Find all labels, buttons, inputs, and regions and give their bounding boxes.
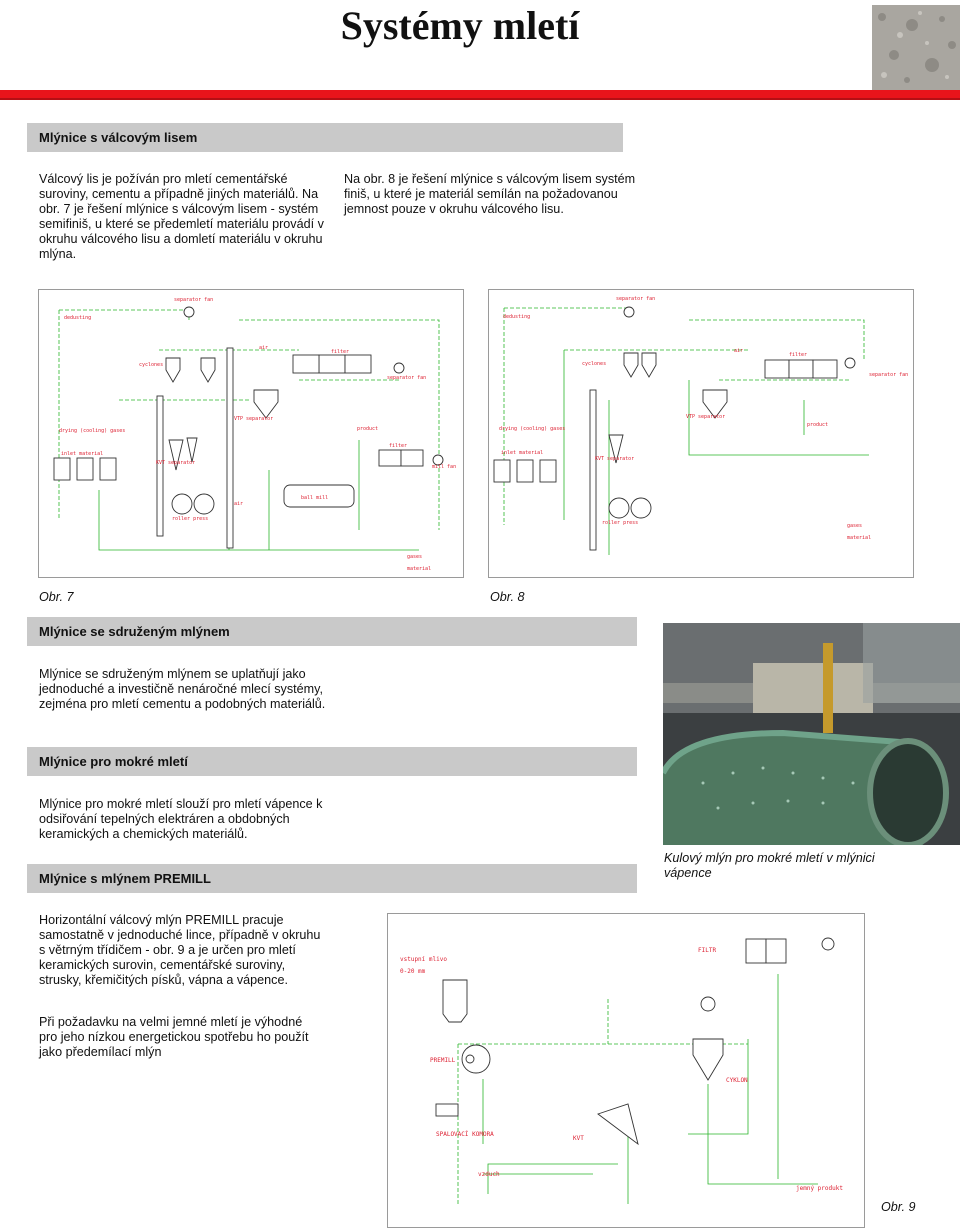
fig8-separator-fan2: separator fan [869,372,909,378]
caption-obr8: Obr. 8 [490,590,525,604]
premill-text-1: Horizontální válcový mlýn PREMILL pracuje samostatně v jednoduché lince, případně v okruhu s větrným třídičem - obr. 9 a je určen pro mletí keramických surovin, cementářské suroviny, strusky, křemičitých písků, vápna a vápence. [39,913,321,987]
valcovy-text-col2: Na obr. 8 je řešení mlýnice s válcovým lisem systém finiš, u které je materiál semílán na požadovanou jemnost pouze v okruhu válcového lisu. [344,172,636,216]
header-red-bar [0,90,960,98]
fig7-air2: air [234,501,244,507]
fig7-air: air [259,345,269,351]
fig9-vzduch: vzduch [478,1171,500,1178]
fig8-product: product [807,422,829,428]
fig8-air: air [734,348,744,354]
section-heading-mokre: Mlýnice pro mokré mletí [27,747,637,776]
fig7-mill-fan: mill fan [432,464,457,470]
fig8-cyclones: cyclones [582,361,607,367]
fig7-inlet: inlet material [61,451,104,457]
fig7-separator-fan: separator fan [174,297,214,303]
fig7-dedusting: dedusting [64,315,92,321]
fig9-vstup: vstupní mlivo [400,956,447,963]
fig9-kvt: KVT [573,1135,584,1142]
fig7-cyclones: cyclones [139,362,164,368]
fig7-gases: gases [407,554,423,560]
fig7-roller: roller press [172,516,209,522]
page-title: Systémy mletí [340,3,580,48]
figure-7-diagram [38,289,464,578]
fig7-material: material [407,566,432,572]
header-red-bar-shadow [0,98,960,100]
fig7-ball-mill: ball mill [301,495,329,501]
fig7-product: product [357,426,379,432]
fig8-drying: drying (cooling) gases [499,426,566,432]
section-heading-premill: Mlýnice s mlýnem PREMILL [27,864,637,893]
fig7-kvt: KVT separator [156,460,196,466]
sdruzeny-text: Mlýnice se sdruženým mlýnem se uplatňují jako jednoduché a investičně nenáročné mlecí systémy, zejména pro mletí cementu a podobných materiálů. [39,667,326,711]
valcovy-text-col1: Válcový lis je požíván pro mletí cementářské suroviny, cementu a případně jiných materiálů. Na obr. 7 je řešení mlýnice s válcovým lisem - systém semifiniš, u které se předemletí materiálu provádí v okruhu válcového lisu a domletí materiálu v okruhu mlýna. [39,172,324,261]
figure-9-diagram [387,913,865,1228]
photo-caption: Kulový mlýn pro mokré mletí v mlýnici vápence [664,851,875,880]
fig9-jemny: jemný produkt [796,1185,843,1192]
fig8-roller: roller press [602,520,639,526]
fig8-kvt: KVT separator [595,456,635,462]
fig8-vtp: VTP separator [686,414,726,420]
fig8-dedusting: dedusting [503,314,531,320]
fig8-material: material [847,535,872,541]
fig8-separator-fan: separator fan [616,296,656,302]
section-heading-sdruzeny: Mlýnice se sdruženým mlýnem [27,617,637,646]
fig9-filtr: FILTR [698,947,717,954]
fig9-premill: PREMILL [430,1057,456,1064]
caption-obr9: Obr. 9 [881,1200,916,1214]
fig7-vtp: VTP separator [234,416,274,422]
fig9-size: 0-20 mm [400,968,426,975]
fig8-inlet: inlet material [501,450,544,456]
caption-obr7: Obr. 7 [39,590,74,604]
fig7-drying: drying (cooling) gases [59,428,126,434]
fig7-separator-fan2: separator fan [387,375,427,381]
section-heading-valcovy: Mlýnice s válcovým lisem [27,123,623,152]
premill-text-2: Při požadavku na velmi jemné mletí je výhodné pro jeho nízkou energetickou spotřebu ho použít jako předemílací mlýn [39,1015,309,1059]
figure-8-diagram [488,289,914,578]
fig8-filter: filter [789,352,808,358]
fig7-filter2: filter [389,443,408,449]
fig9-spalovaci: SPALOVACÍ KOMORA [436,1131,494,1138]
fig7-filter: filter [331,349,350,355]
mokre-text: Mlýnice pro mokré mletí slouží pro mletí vápence k odsiřování tepelných elektráren a obdobných keramických a chemických materiálů. [39,797,323,841]
fig9-cyklon: CYKLON [726,1077,748,1084]
stone-texture-image [872,5,960,90]
fig8-gases: gases [847,523,863,529]
ball-mill-photo [663,623,960,845]
